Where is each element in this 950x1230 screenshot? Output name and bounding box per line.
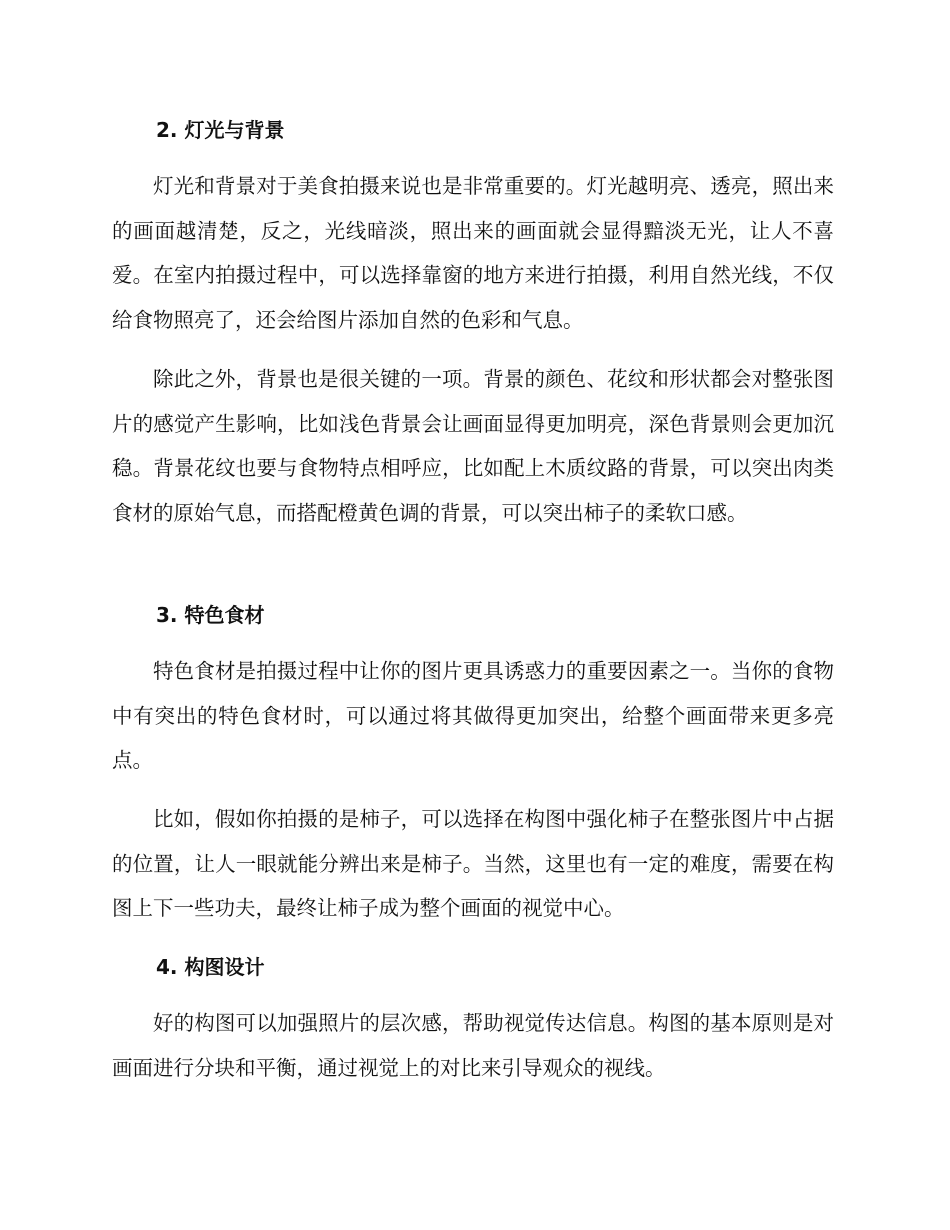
paragraph-lighting: 灯光和背景对于美食拍摄来说也是非常重要的。灯光越明亮、透亮，照出来的画面越清楚，反之，光线暗淡，照出来的画面就会显得黯淡无光，让人不喜爱。在室内拍摄过程中，可以选择靠窗的地方来进行拍摄，利用自然光线，不仅给食物照亮了，还会给图片添加自然的色彩和气息。: [112, 174, 834, 332]
section-heading-composition: 4. 构图设计: [156, 955, 265, 979]
paragraph-composition: 好的构图可以加强照片的层次感，帮助视觉传达信息。构图的基本原则是对画面进行分块和平衡，通过视觉上的对比来引导观众的视线。: [112, 1011, 834, 1080]
paragraph-persimmon-example: 比如，假如你拍摄的是柿子，可以选择在构图中强化柿子在整张图片中占据的位置，让人一眼就能分辨出来是柿子。当然，这里也有一定的难度，需要在构图上下一些功夫，最终让柿子成为整个画面的视觉中心。: [112, 807, 834, 920]
section-heading-special-ingredients: 3. 特色食材: [156, 603, 265, 627]
section-heading-lighting-background: 2. 灯光与背景: [156, 118, 285, 142]
paragraph-special-ingredients: 特色食材是拍摄过程中让你的图片更具诱惑力的重要因素之一。当你的食物中有突出的特色食材时，可以通过将其做得更加突出，给整个画面带来更多亮点。: [112, 659, 834, 772]
paragraph-background: 除此之外，背景也是很关键的一项。背景的颜色、花纹和形状都会对整张图片的感觉产生影响，比如浅色背景会让画面显得更加明亮，深色背景则会更加沉稳。背景花纹也要与食物特点相呼应，比如配上木质纹路的背景，可以突出肉类食材的原始气息，而搭配橙黄色调的背景，可以突出柿子的柔软口感。: [112, 367, 834, 525]
